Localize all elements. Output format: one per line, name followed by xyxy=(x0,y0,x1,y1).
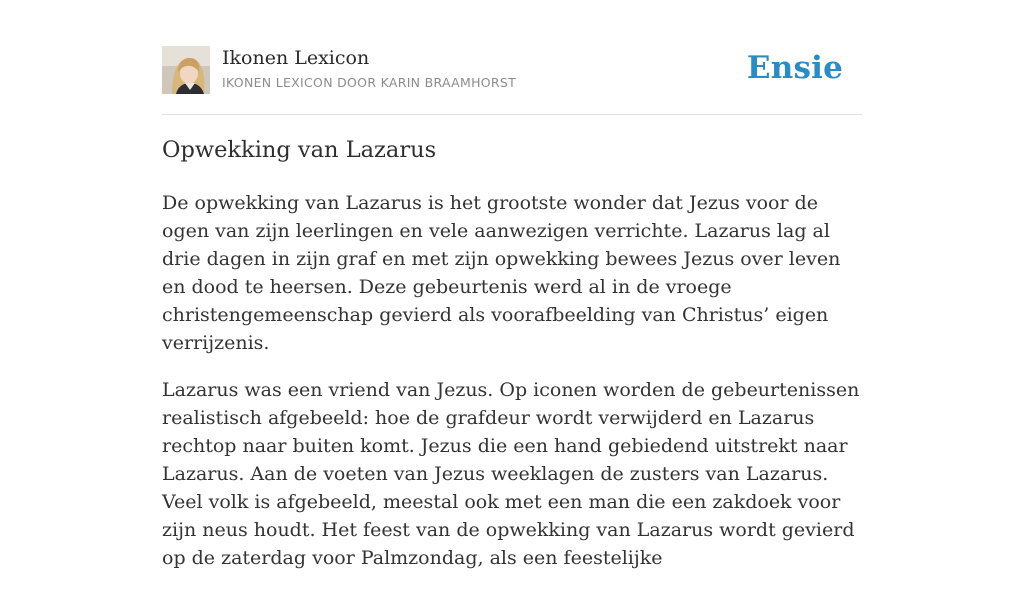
article-title: Opwekking van Lazarus xyxy=(162,137,437,163)
article-paragraph: De opwekking van Lazarus is het grootste wonder dat Jezus voor de ogen van zijn leerlingen en vele aanwezigen verrichte. Lazarus lag al drie dagen in zijn graf en met zijn opwekking bewees Jezus over leven en dood te heersen. Deze gebeurtenis werd al in de vroege christengemeenschap gevierd als voorafbeelding van Christus’ eigen verrijzenis. xyxy=(162,192,841,354)
article-body xyxy=(162,189,862,591)
article-paragraph: Lazarus was een vriend van Jezus. Op iconen worden de gebeurtenissen realistisch afgebeeld: hoe de grafdeur wordt verwijderd en Lazarus rechtop naar buiten komt. Jezus die een hand gebiedend uitstrekt naar Lazarus. Aan de voeten van Jezus weeklagen de zusters van Lazarus. Veel volk is afgebeeld, meestal ook met een man die een zakdoek voor zijn neus houdt. Het feest van de opwekking van Lazarus wordt gevierd op de zaterdag voor Palmzondag, als een feestelijke xyxy=(162,379,860,569)
ensie-logo[interactable]: Ensie xyxy=(746,50,843,86)
author-subtitle: IKONEN LEXICON DOOR KARIN BRAAMHORST xyxy=(222,75,517,90)
author-name-link[interactable]: Ikonen Lexicon xyxy=(222,47,370,69)
avatar-portrait-icon xyxy=(162,46,210,94)
author-header xyxy=(162,46,862,115)
author-avatar[interactable] xyxy=(162,46,210,94)
